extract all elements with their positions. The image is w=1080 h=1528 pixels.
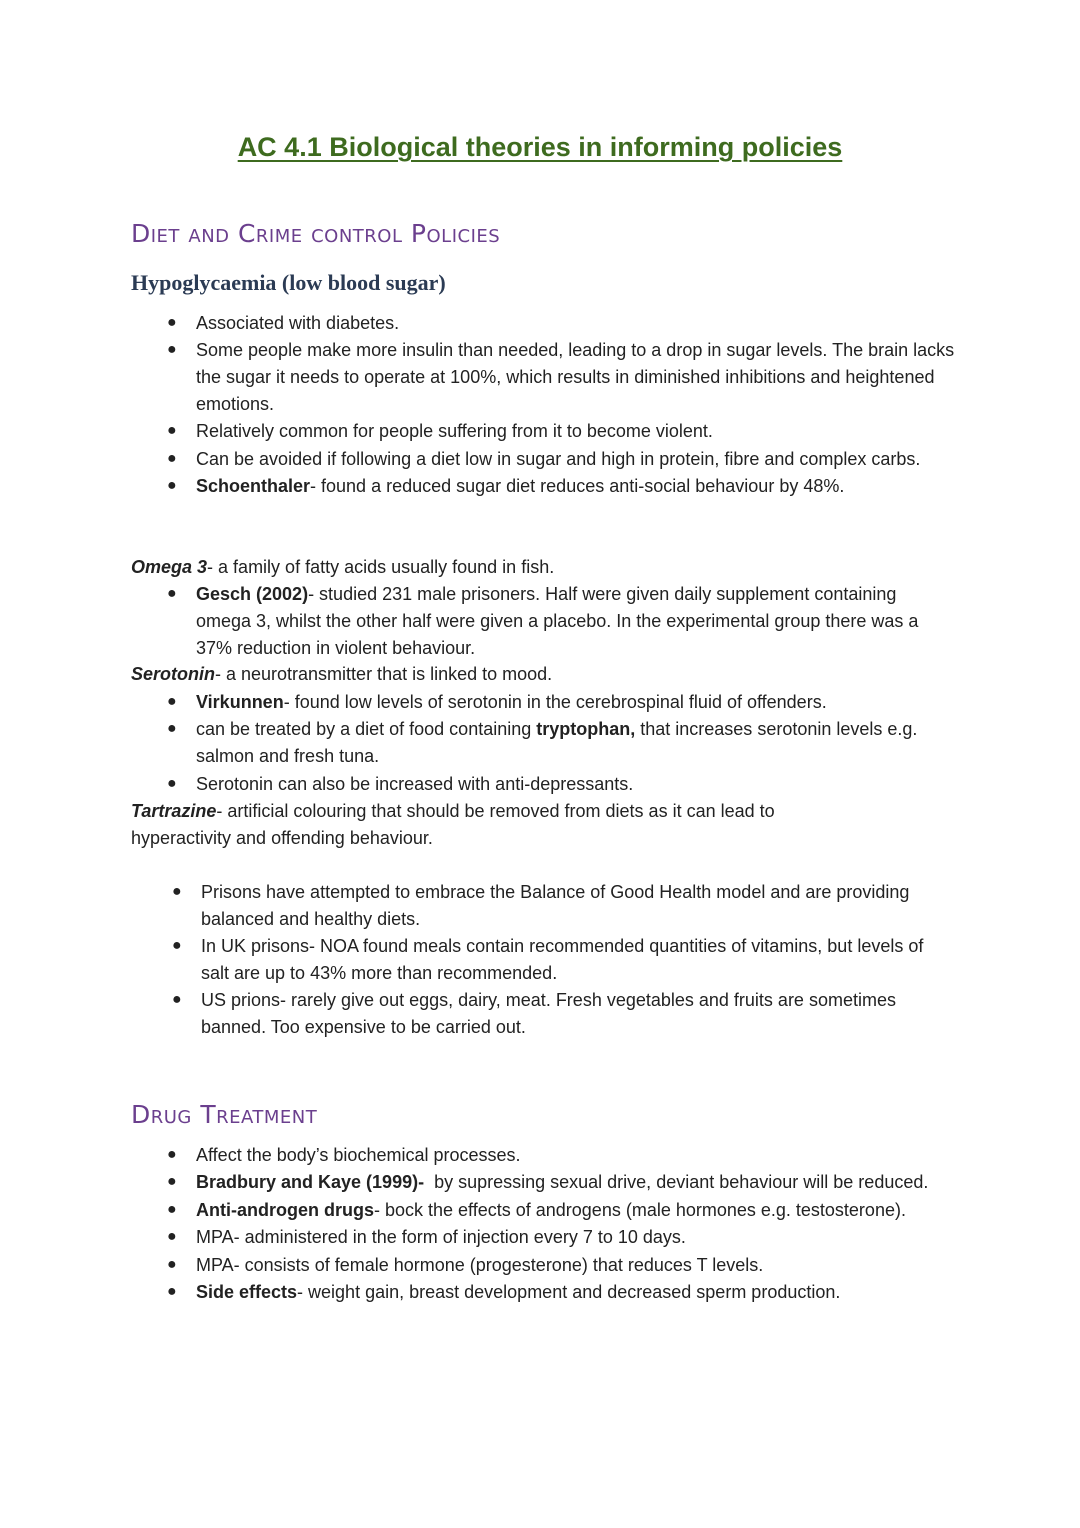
term-omega: Omega 3 bbox=[131, 557, 208, 577]
list-item: ● Some people make more insulin than needed, leading to a drop in sugar levels. The brain lacks the sugar it needs to operate at 100%, which results in diminished inhibitions and heightened emotions. bbox=[196, 337, 956, 417]
researcher-name: Schoenthaler bbox=[196, 476, 311, 497]
bullet-icon: ● bbox=[167, 449, 177, 467]
bullet-icon: ● bbox=[167, 341, 177, 359]
subheading-hypoglycaemia: Hypoglycaemia (low blood sugar) bbox=[131, 270, 446, 295]
list-item: ● Side effects- weight gain, breast development and decreased sperm production. bbox=[196, 1279, 936, 1306]
bullet-icon: ● bbox=[167, 585, 177, 602]
bullet-icon: ● bbox=[167, 314, 177, 331]
list-item: ● can be treated by a diet of food containing tryptophan, that increases serotonin levels e.g. salmon and fresh tuna. bbox=[196, 716, 936, 770]
bullet-icon: ● bbox=[172, 991, 182, 1009]
tryptophan-term: tryptophan, bbox=[536, 719, 636, 740]
list-item: ● Serotonin can also be increased with anti-depressants. bbox=[196, 771, 936, 798]
bullet-icon: ● bbox=[167, 693, 177, 710]
list-item: ● Prisons have attempted to embrace the Balance of Good Health model and are providing balanced and healthy diets. bbox=[201, 879, 941, 933]
term-tartrazine: Tartrazine bbox=[131, 801, 217, 821]
list-item: ● In UK prisons- NOA found meals contain recommended quantities of vitamins, but levels of salt are up to 43% more than recommended. bbox=[201, 933, 941, 987]
bullet-icon: ● bbox=[167, 477, 177, 495]
researcher-name: Gesch (2002) bbox=[196, 584, 309, 604]
list-item: ● Bradbury and Kaye (1999)- by supressing sexual drive, deviant behaviour will be reduced. bbox=[196, 1169, 936, 1196]
list-item: ● Can be avoided if following a diet low in sugar and high in protein, fibre and complex carbs. bbox=[196, 446, 956, 473]
drug-class-name: Anti-androgen drugs bbox=[196, 1199, 374, 1220]
list-item: ● MPA- administered in the form of injection every 7 to 10 days. bbox=[196, 1224, 936, 1251]
list-item: ● US prions- rarely give out eggs, dairy, meat. Fresh vegetables and fruits are sometimes banned. Too expensive to be carried out. bbox=[201, 987, 941, 1041]
side-effects-label: Side effects bbox=[196, 1281, 298, 1302]
researcher-name: Virkunnen bbox=[196, 692, 284, 712]
bullet-icon: ● bbox=[172, 937, 182, 955]
researcher-name: Bradbury and Kaye (1999)- bbox=[196, 1172, 425, 1193]
serotonin-definition: Serotonin- a neurotransmitter that is linked to mood. bbox=[131, 664, 553, 684]
bullet-icon: ● bbox=[167, 774, 177, 792]
drug-treatment-list bbox=[167, 1142, 936, 1306]
bullet-icon: ● bbox=[167, 720, 177, 738]
prison-diet-list bbox=[172, 879, 941, 1042]
list-item: ● Gesch (2002)- studied 231 male prisoners. Half were given daily supplement containing omega 3, whilst the other half were given a placebo. In the experimental group there was a 37% reduction in violent behaviour. bbox=[196, 581, 956, 661]
bullet-icon: ● bbox=[167, 1228, 177, 1246]
term-serotonin: Serotonin bbox=[131, 664, 215, 684]
bullet-icon: ● bbox=[167, 422, 177, 440]
tartrazine-definition: Tartrazine- artificial colouring that should be removed from diets as it can lead to hyperactivity and offending behaviour. bbox=[131, 801, 775, 848]
bullet-icon: ● bbox=[167, 1173, 177, 1191]
bullet-icon: ● bbox=[167, 1255, 177, 1273]
bullet-icon: ● bbox=[172, 883, 182, 900]
omega-list bbox=[167, 581, 956, 662]
bullet-icon: ● bbox=[167, 1200, 177, 1218]
list-item: ● MPA- consists of female hormone (progesterone) that reduces T levels. bbox=[196, 1252, 936, 1279]
list-item: ● Anti-androgen drugs- bock the effects of androgens (male hormones e.g. testosterone). bbox=[196, 1197, 936, 1224]
page-title: AC 4.1 Biological theories in informing policies bbox=[237, 132, 843, 162]
omega-definition: Omega 3- a family of fatty acids usually found in fish. bbox=[131, 557, 555, 577]
hypoglycaemia-list bbox=[167, 310, 956, 501]
bullet-icon: ● bbox=[167, 1146, 177, 1163]
bullet-icon: ● bbox=[167, 1282, 177, 1300]
list-item: ● Relatively common for people suffering from it to become violent. bbox=[196, 418, 956, 445]
list-item: ● Schoenthaler- found a reduced sugar diet reduces anti-social behaviour by 48%. bbox=[196, 473, 956, 500]
list-item: ● Affect the body’s biochemical processes. bbox=[196, 1142, 936, 1169]
list-item: ● Associated with diabetes. bbox=[196, 310, 956, 337]
serotonin-list bbox=[167, 689, 936, 798]
list-item: ● Virkunnen- found low levels of serotonin in the cerebrospinal fluid of offenders. bbox=[196, 689, 936, 716]
section-heading-drug-treatment: Drug Treatment bbox=[131, 1100, 318, 1129]
section-heading-diet: Diet and Crime control Policies bbox=[131, 219, 501, 248]
